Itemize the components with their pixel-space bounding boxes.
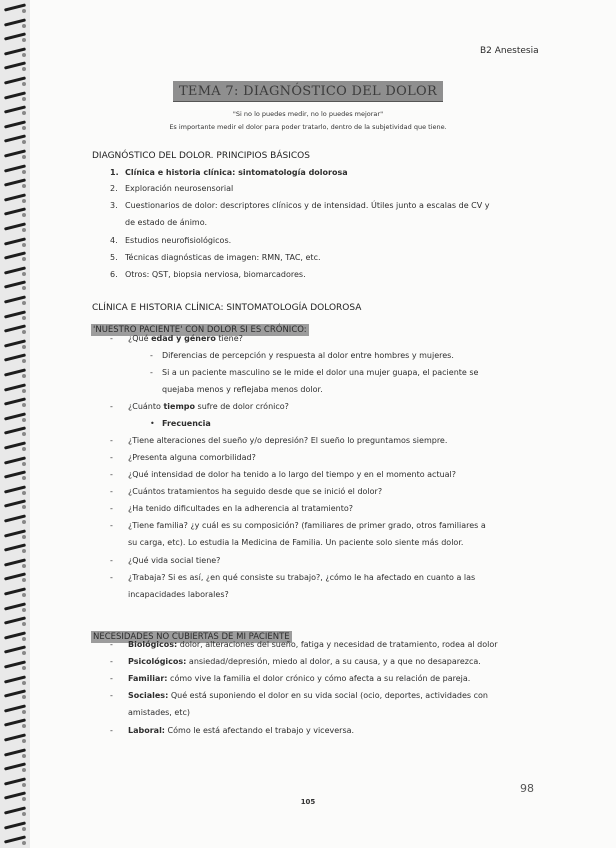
bullet-dash: - [110, 521, 113, 530]
binding-hole [22, 841, 26, 845]
question-age: ¿Qué edad y género tiene? [128, 334, 243, 343]
binding-hole [22, 140, 26, 144]
binding-hole [22, 170, 26, 174]
binding-hole [22, 768, 26, 772]
list-item: ¿Presenta alguna comorbilidad? [128, 453, 256, 462]
list-item-continuation: incapacidades laborales? [128, 590, 229, 599]
page-number: 98 [520, 782, 534, 795]
binding-hole [22, 418, 26, 422]
binding-hole [22, 228, 26, 232]
bullet-dash: - [110, 726, 113, 735]
binding-hole [22, 695, 26, 699]
need-family: Familiar: cómo vive la familia el dolor crónico y cómo afecta a su relación de pareja. [128, 674, 471, 683]
binding-hole [22, 476, 26, 480]
binding-hole [22, 403, 26, 407]
bullet-dash: - [110, 573, 113, 582]
section-heading-principles: DIAGNÓSTICO DEL DOLOR. PRINCIPIOS BÁSICOS [92, 151, 310, 161]
binding-hole [22, 462, 26, 466]
question-time: ¿Cuánto tiempo sufre de dolor crónico? [128, 402, 289, 411]
binding-hole [22, 724, 26, 728]
list-number: 1. [110, 168, 119, 177]
bullet-dash: - [110, 691, 113, 700]
binding-hole [22, 549, 26, 553]
binding-hole [22, 286, 26, 290]
binding-hole [22, 608, 26, 612]
list-item: ¿Tiene alteraciones del sueño y/o depresión? El sueño lo preguntamos siempre. [128, 436, 448, 445]
binding-hole [22, 272, 26, 276]
list-item: ¿Trabaja? Si es así, ¿en qué consiste su trabajo?, ¿cómo le ha afectado en cuanto a las [128, 573, 476, 582]
need-biological: Biológicos: dolor, alteraciones del sueño, fatiga y necesidad de tratamiento, rodea al dolor [128, 640, 498, 649]
binding-hole [22, 505, 26, 509]
sub-item: Frecuencia [162, 419, 211, 428]
binding-hole [22, 520, 26, 524]
list-item: ¿Tiene familia? ¿y cuál es su composición? (familiares de primer grado, otros familiares a [128, 521, 486, 530]
binding-hole [22, 345, 26, 349]
binding-hole [22, 199, 26, 203]
highlight-text: NECESIDADES NO CUBIERTAS DE MI PACIENTE [93, 632, 290, 642]
list-item: Otros: QST, biopsia nerviosa, biomarcadores. [125, 270, 306, 279]
binding-hole [22, 564, 26, 568]
bullet-dash: - [110, 453, 113, 462]
bullet-dash: - [110, 674, 113, 683]
binding-hole [22, 622, 26, 626]
list-number: 2. [110, 184, 118, 193]
sub-item-continuation: quejaba menos y reflejaba menos dolor. [162, 385, 323, 394]
print-number: 105 [300, 798, 316, 806]
binding-hole [22, 681, 26, 685]
binding-hole [22, 67, 26, 71]
list-item-continuation: de estado de ánimo. [125, 218, 208, 227]
binding-hole [22, 359, 26, 363]
need-psychological: Psicológicos: ansiedad/depresión, miedo al dolor, a su causa, y a que no desaparezca. [128, 657, 481, 666]
binding-hole [22, 9, 26, 13]
binding-hole [22, 53, 26, 57]
bullet-dash: - [110, 470, 113, 479]
binding-hole [22, 637, 26, 641]
list-item: Técnicas diagnósticas de imagen: RMN, TAC, etc. [125, 253, 321, 262]
list-item: Cuestionarios de dolor: descriptores clínicos y de intensidad. Útiles junto a escalas de CV y [125, 201, 490, 210]
binding-hole [22, 24, 26, 28]
sub-bullet-dash: - [150, 368, 153, 377]
need-social: Sociales: Qué está suponiendo el dolor en su vida social (ocio, deportes, actividades con [128, 691, 488, 700]
need-work: Laboral: Cómo le está afectando el trabajo y viceversa. [128, 726, 355, 735]
highlight-text: 'NUESTRO PACIENTE' CON DOLOR SI ES CRÓNICO: [93, 325, 307, 335]
list-item: ¿Qué vida social tiene? [128, 556, 221, 565]
binding-hole [22, 535, 26, 539]
list-number: 5. [110, 253, 118, 262]
binding-hole [22, 155, 26, 159]
bullet-dash: - [110, 657, 113, 666]
bullet-dash: - [110, 487, 113, 496]
sub-item: Si a un paciente masculino se le mide el dolor una mujer guapa, el paciente se [162, 368, 479, 377]
bullet-dash: - [110, 402, 113, 411]
binding-hole [22, 257, 26, 261]
sub-bullet-dash: - [150, 351, 153, 360]
sub-item: Diferencias de percepción y respuesta al dolor entre hombres y mujeres. [162, 351, 454, 360]
list-item: Exploración neurosensorial [125, 184, 234, 193]
list-number: 4. [110, 236, 118, 245]
title-block [0, 80, 616, 102]
binding-hole [22, 316, 26, 320]
binding-hole [22, 374, 26, 378]
list-number: 3. [110, 201, 118, 210]
bullet-dash: - [110, 334, 113, 343]
binding-hole [22, 330, 26, 334]
binding-hole [22, 213, 26, 217]
binding-hole [22, 739, 26, 743]
binding-hole [22, 389, 26, 393]
quote-line: "Si no lo puedes medir, no lo puedes mejorar" [232, 110, 384, 118]
binding-hole [22, 447, 26, 451]
binding-hole [22, 593, 26, 597]
binding-hole [22, 243, 26, 247]
intro-line: Es importante medir el dolor para poder tratarlo, dentro de la subjetividad que tiene. [169, 123, 447, 131]
binding-hole [22, 578, 26, 582]
binding-hole [22, 651, 26, 655]
bullet-dash: - [110, 436, 113, 445]
list-item: ¿Qué intensidad de dolor ha tenido a lo largo del tiempo y en el momento actual? [128, 470, 457, 479]
binding-hole [22, 301, 26, 305]
binding-hole [22, 432, 26, 436]
bullet-dash: - [110, 504, 113, 513]
sub-bullet-dot: • [150, 419, 155, 428]
binding-hole [22, 754, 26, 758]
list-number: 6. [110, 270, 118, 279]
page-title: TEMA 7: DIAGNÓSTICO DEL DOLOR [173, 81, 443, 102]
binding-hole [22, 783, 26, 787]
binding-hole [22, 827, 26, 831]
need-social-continuation: amistades, etc) [128, 708, 190, 717]
list-item-continuation: su carga, etc). Lo estudia la Medicina de Familia. Un paciente solo siente más dolor. [128, 538, 464, 547]
list-item: Estudios neurofisiológicos. [125, 236, 232, 245]
course-label: B2 Anestesia [480, 46, 539, 56]
section-heading-clinical: CLÍNICA E HISTORIA CLÍNICA: SINTOMATOLOGÍA DOLOROSA [92, 303, 362, 313]
bullet-dash: - [110, 640, 113, 649]
bullet-dash: - [110, 556, 113, 565]
binding-hole [22, 38, 26, 42]
list-item: ¿Ha tenido dificultades en la adherencia al tratamiento? [128, 504, 354, 513]
list-item: ¿Cuántos tratamientos ha seguido desde que se inició el dolor? [128, 487, 383, 496]
list-item: Clínica e historia clínica: sintomatología dolorosa [125, 168, 348, 177]
binding-hole [22, 184, 26, 188]
binding-hole [22, 812, 26, 816]
binding-hole [22, 666, 26, 670]
binding-hole [22, 710, 26, 714]
binding-hole [22, 491, 26, 495]
